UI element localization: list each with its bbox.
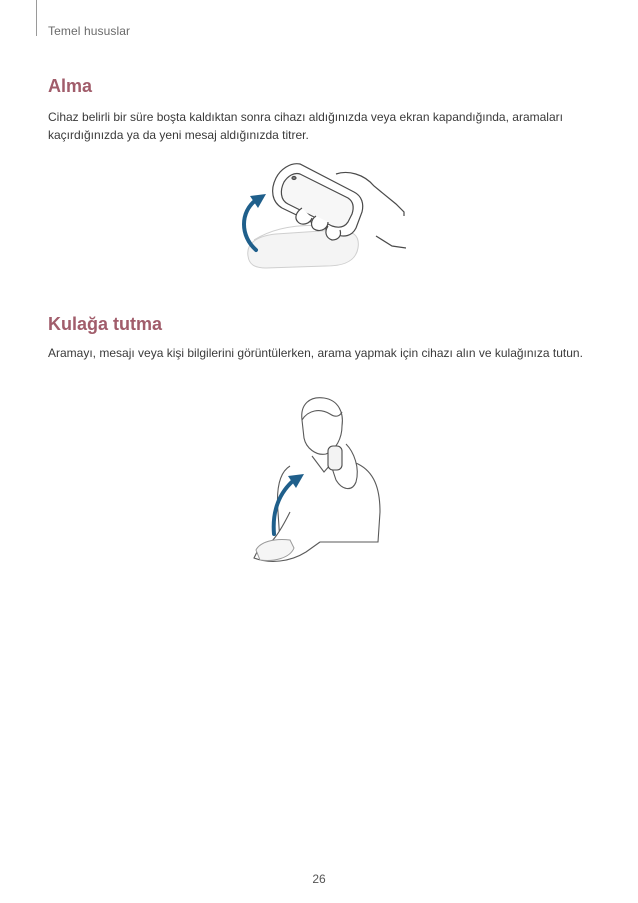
phone-at-ear [328,446,342,470]
section-title-alma: Alma [48,76,93,96]
section-body-kulaga-tutma: Aramayı, mesajı veya kişi bilgilerini görüntülerken, arama yapmak için cihazı alın ve kulağınıza tutun. [48,346,583,360]
pickup-illustration [236,156,406,276]
section-title-kulaga-tutma: Kulağa tutma [48,314,163,334]
person-outline [254,398,380,562]
page-number: 26 [312,872,326,886]
ear-illustration [250,392,390,572]
running-header: Temel hususlar [48,24,131,38]
margin-rule [36,0,37,36]
section-body-alma: Cihaz belirli bir süre boşta kaldıktan sonra cihazı aldığınızda veya ekran kapandığında, aramaları kaçırdığınızda ya da yeni mesaj aldığınızda titrer. [48,110,563,142]
